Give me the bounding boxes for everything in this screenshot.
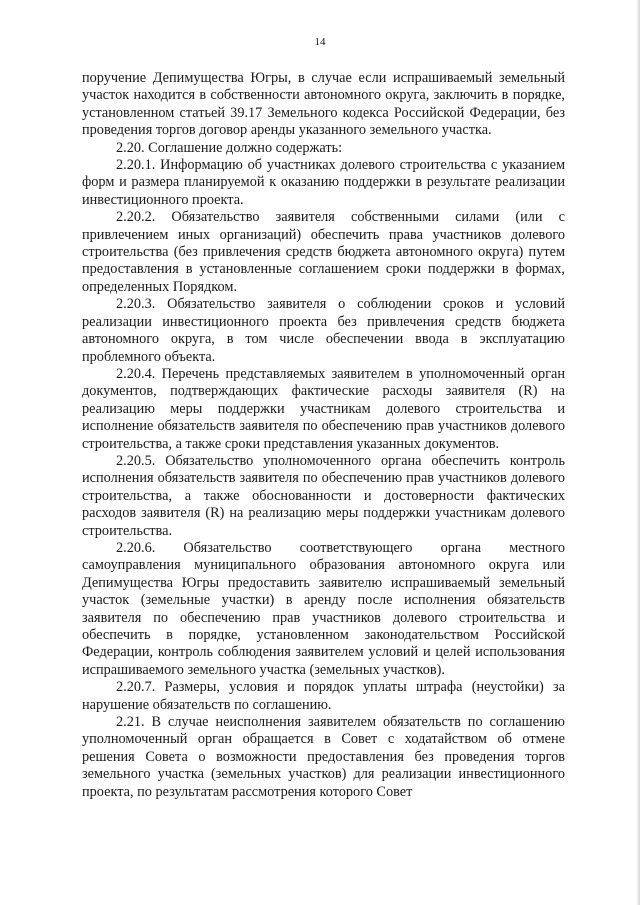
paragraph-2-20-6: 2.20.6. Обязательство соответствующего органа местного самоуправления муниципального образования автономного округа или Депимущества Югры предоставить заявителю испрашиваемый земельный участок (земельные участки) в аренду после исполнения обязательств заявителя по обеспечению прав участников долевого строительства и обеспечить в порядке, установленном законодательством Российской Федерации, контроль соблюдения заявителем условий и целей использования испрашиваемого земельного участка (земельных участков).	[82, 539, 565, 678]
paragraph-2-20-5: 2.20.5. Обязательство уполномоченного органа обеспечить контроль исполнения обязательств заявителя по обеспечению прав участников долевого строительства, а также обоснованности и достоверности фактических расходов заявителя (R) на реализацию меры поддержки участникам долевого строительства.	[82, 452, 565, 539]
scan-edge-shadow	[636, 0, 640, 905]
paragraph-2-20-3: 2.20.3. Обязательство заявителя о соблюдении сроков и условий реализации инвестиционного проекта без привлечения средств бюджета автономного округа, в том числе обеспечении ввода в эксплуатацию проблемного объекта.	[82, 296, 565, 365]
paragraph-2-20-4: 2.20.4. Перечень представляемых заявителем в уполномоченный орган документов, подтверждающих фактические расходы заявителя (R) на реализацию меры поддержки участникам долевого строительства и исполнение обязательств заявителя по обеспечению прав участников долевого строительства, а также сроки представления указанных документов.	[82, 365, 565, 452]
paragraph-2-20-7: 2.20.7. Размеры, условия и порядок уплаты штрафа (неустойки) за нарушение обязательств по соглашению.	[82, 679, 565, 713]
paragraph-2-20-2: 2.20.2. Обязательство заявителя собственными силами (или с привлечением иных организаций) обеспечить права участников долевого строительства (без привлечения средств бюджета автономного округа) путем предоставления в установленные соглашением сроки поддержки в формах, определенных Порядком.	[82, 209, 565, 295]
paragraph-2-21: 2.21. В случае неисполнения заявителем обязательств по соглашению уполномоченный орган обращается в Совет с ходатайством об отмене решения Совета о возможности предоставления без проведения торгов земельного участка (земельных участков) для реализации инвестиционного проекта, по результатам рассмотрения которого Совет	[82, 714, 565, 800]
document-body	[82, 70, 565, 801]
paragraph-continuation: поручение Депимущества Югры, в случае если испрашиваемый земельный участок находится в собственности автономного округа, заключить в порядке, установленном статьей 39.17 Земельного кодекса Российской Федерации, без проведения торгов договор аренды указанного земельного участка.	[82, 70, 565, 139]
paragraph-2-20: 2.20. Соглашение должно содержать:	[116, 139, 343, 156]
page-number: 14	[314, 36, 326, 48]
paragraph-2-20-1: 2.20.1. Информацию об участниках долевого строительства с указанием форм и размера планируемой к оказанию поддержки в результате реализации инвестиционного проекта.	[82, 157, 565, 208]
